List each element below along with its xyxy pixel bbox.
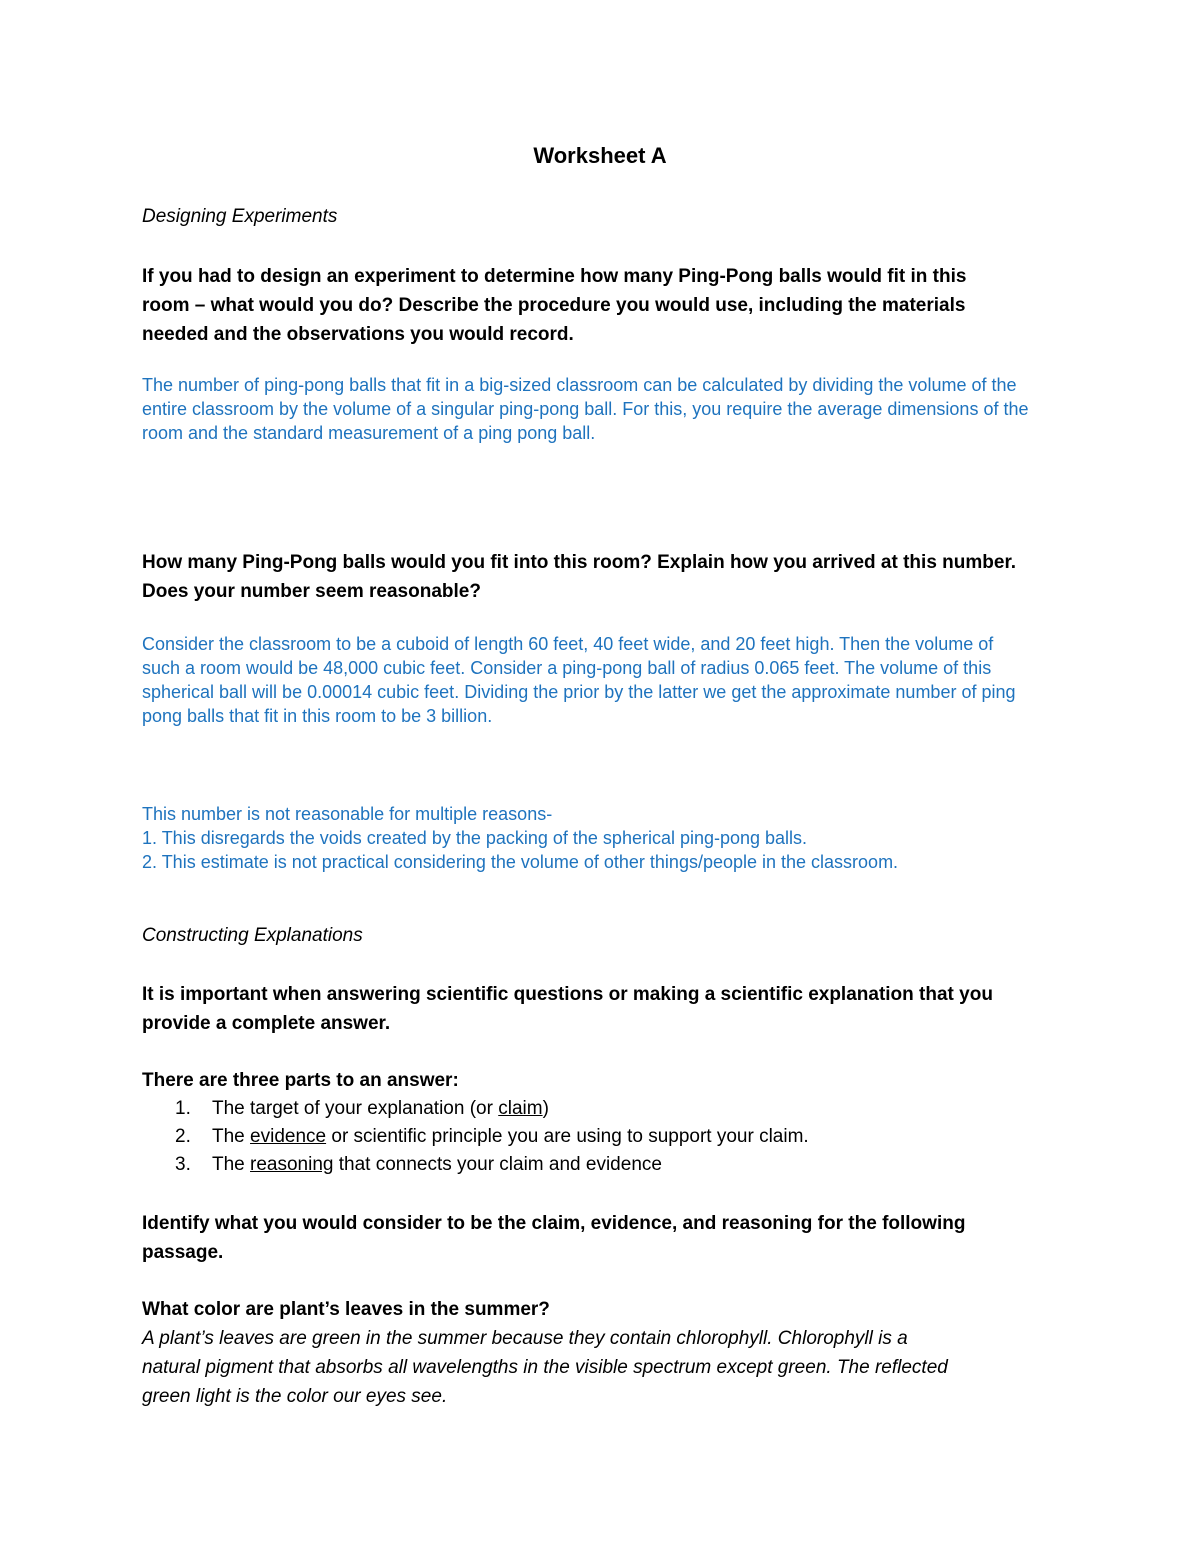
term-evidence: evidence xyxy=(250,1126,327,1147)
parts-intro: There are three parts to an answer: xyxy=(142,1070,459,1091)
passage-text: A plant’s leaves are green in the summer because they contain chlorophyll. Chlorophyll is a natural pigment that absorbs all wavelengths in the visible spectrum except green. The reflected green light is the color our eyes see. xyxy=(142,1328,948,1407)
question-design-experiment: If you had to design an experiment to determine how many Ping-Pong balls would fit in this room – what would you do? Describe the procedure you would use, including the materials needed and the observations you would record. xyxy=(142,266,967,345)
answer-design-experiment: The number of ping-pong balls that fit in a big-sized classroom can be calculated by dividing the volume of the entire classroom by the volume of a singular ping-pong ball. For this, you require the average dimensions of the room and the standard measurement of a ping pong ball. xyxy=(142,375,1029,443)
term-claim: claim xyxy=(498,1098,543,1119)
list-item: 2. The evidence or scientific principle you are using to support your claim. xyxy=(175,1126,809,1147)
section-heading-designing: Designing Experiments xyxy=(142,206,338,227)
section-heading-constructing: Constructing Explanations xyxy=(142,925,363,946)
parts-list xyxy=(142,1095,1172,1179)
passage-question: What color are plant’s leaves in the summer? xyxy=(142,1299,550,1320)
answer-how-many: Consider the classroom to be a cuboid of length 60 feet, 40 feet wide, and 20 feet high. Then the volume of such a room would be 48,000 cubic feet. Consider a ping-pong ball of radius 0.065 feet. The volume of this spherical ball will be 0.00014 cubic feet. Dividing the prior by the latter we get the approximate number of ping pong balls that fit in this room to be 3 billion. xyxy=(142,634,1016,726)
question-how-many: How many Ping-Pong balls would you fit into this room? Explain how you arrived at this number. Does your number seem reasonable? xyxy=(142,552,1017,602)
list-item: 1. The target of your explanation (or claim) xyxy=(175,1098,549,1119)
intro-complete-answer: It is important when answering scientific questions or making a scientific explanation that you provide a complete answer. xyxy=(142,984,993,1034)
answer-reasonableness: This number is not reasonable for multiple reasons- 1. This disregards the voids created by the packing of the spherical ping-pong balls. 2. This estimate is not practical considering the volume of other things/people in the classroom. xyxy=(142,804,899,872)
page-title: Worksheet A xyxy=(533,143,667,168)
term-reasoning: reasoning xyxy=(250,1154,334,1175)
identify-instruction: Identify what you would consider to be the claim, evidence, and reasoning for the following passage. xyxy=(142,1213,966,1263)
list-item: 3. The reasoning that connects your claim and evidence xyxy=(175,1154,662,1175)
